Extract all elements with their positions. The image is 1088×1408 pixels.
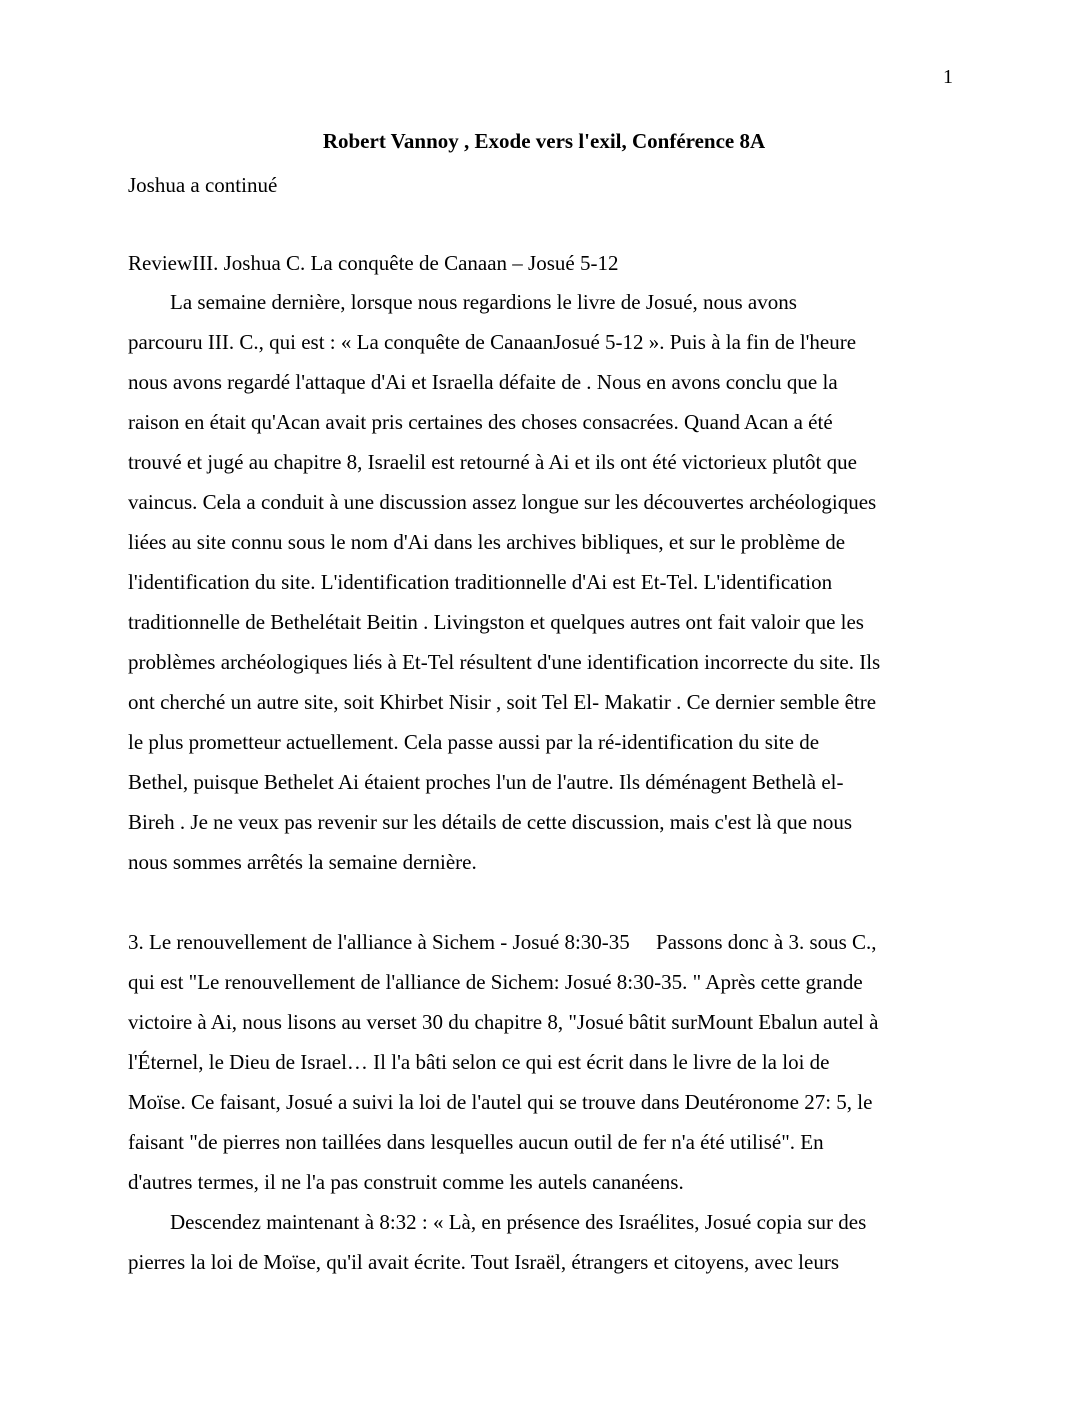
paragraph-line: problèmes archéologiques liés à Et-Tel résultent d'une identification incorrecte du site. Ils [128, 650, 881, 674]
paragraph-line: ont cherché un autre site, soit Khirbet Nisir , soit Tel El- Makatir . Ce dernier semble être [128, 690, 877, 714]
paragraph-line: Bethel, puisque Bethelet Ai étaient proches l'un de l'autre. Ils déménagent Bethelà el- [128, 770, 844, 794]
paragraph-line: raison en était qu'Acan avait pris certaines des choses consacrées. Quand Acan a été [128, 410, 833, 434]
paragraph-line: 3. Le renouvellement de l'alliance à Sichem - Josué 8:30-35 Passons donc à 3. sous C., [128, 930, 877, 954]
paragraph-line: liées au site connu sous le nom d'Ai dans les archives bibliques, et sur le problème de [128, 530, 846, 554]
paragraph-line: trouvé et jugé au chapitre 8, Israelil est retourné à Ai et ils ont été victorieux plutôt que [128, 450, 857, 474]
paragraph-line: l'identification du site. L'identification traditionnelle d'Ai est Et-Tel. L'identification [128, 570, 833, 594]
paragraph-line: d'autres termes, il ne l'a pas construit comme les autels cananéens. [128, 1170, 684, 1194]
paragraph-line: La semaine dernière, lorsque nous regardions le livre de Josué, nous avons [128, 290, 797, 314]
paragraph-line: Bireh . Je ne veux pas revenir sur les détails de cette discussion, mais c'est là que nous [128, 810, 853, 834]
paragraph-line: victoire à Ai, nous lisons au verset 30 du chapitre 8, "Josué bâtit surMount Ebalun autel à [128, 1010, 879, 1034]
paragraph-line: nous avons regardé l'attaque d'Ai et Israella défaite de . Nous en avons conclu que la [128, 370, 838, 394]
paragraph-line: nous sommes arrêtés la semaine dernière. [128, 850, 477, 874]
paragraph-line: l'Éternel, le Dieu de Israel… Il l'a bâti selon ce qui est écrit dans le livre de la loi de [128, 1050, 830, 1074]
paragraph-line: parcouru III. C., qui est : « La conquête de CanaanJosué 5-12 ». Puis à la fin de l'heure [128, 330, 857, 354]
document-title: Robert Vannoy , Exode vers l'exil, Conférence 8A [322, 129, 766, 153]
paragraph-line: Moïse. Ce faisant, Josué a suivi la loi de l'autel qui se trouve dans Deutéronome 27: 5, le [128, 1090, 873, 1114]
paragraph-line: qui est "Le renouvellement de l'alliance de Sichem: Josué 8:30-35. " Après cette grande [128, 970, 863, 994]
page-number: 1 [943, 66, 953, 88]
section-heading: ReviewIII. Joshua C. La conquête de Canaan – Josué 5-12 [128, 251, 619, 275]
paragraph-line: Descendez maintenant à 8:32 : « Là, en présence des Israélites, Josué copia sur des [128, 1210, 867, 1234]
paragraph-line: vaincus. Cela a conduit à une discussion assez longue sur les découvertes archéologiques [128, 490, 877, 514]
paragraph-line: le plus prometteur actuellement. Cela passe aussi par la ré-identification du site de [128, 730, 820, 754]
paragraph-line: traditionnelle de Bethelétait Beitin . Livingston et quelques autres ont fait valoir que les [128, 610, 864, 634]
paragraph-line: faisant "de pierres non taillées dans lesquelles aucun outil de fer n'a été utilisé". En [128, 1130, 824, 1154]
subtitle: Joshua a continué [128, 173, 278, 197]
paragraph-line: pierres la loi de Moïse, qu'il avait écrite. Tout Israël, étrangers et citoyens, avec leurs [128, 1250, 839, 1274]
